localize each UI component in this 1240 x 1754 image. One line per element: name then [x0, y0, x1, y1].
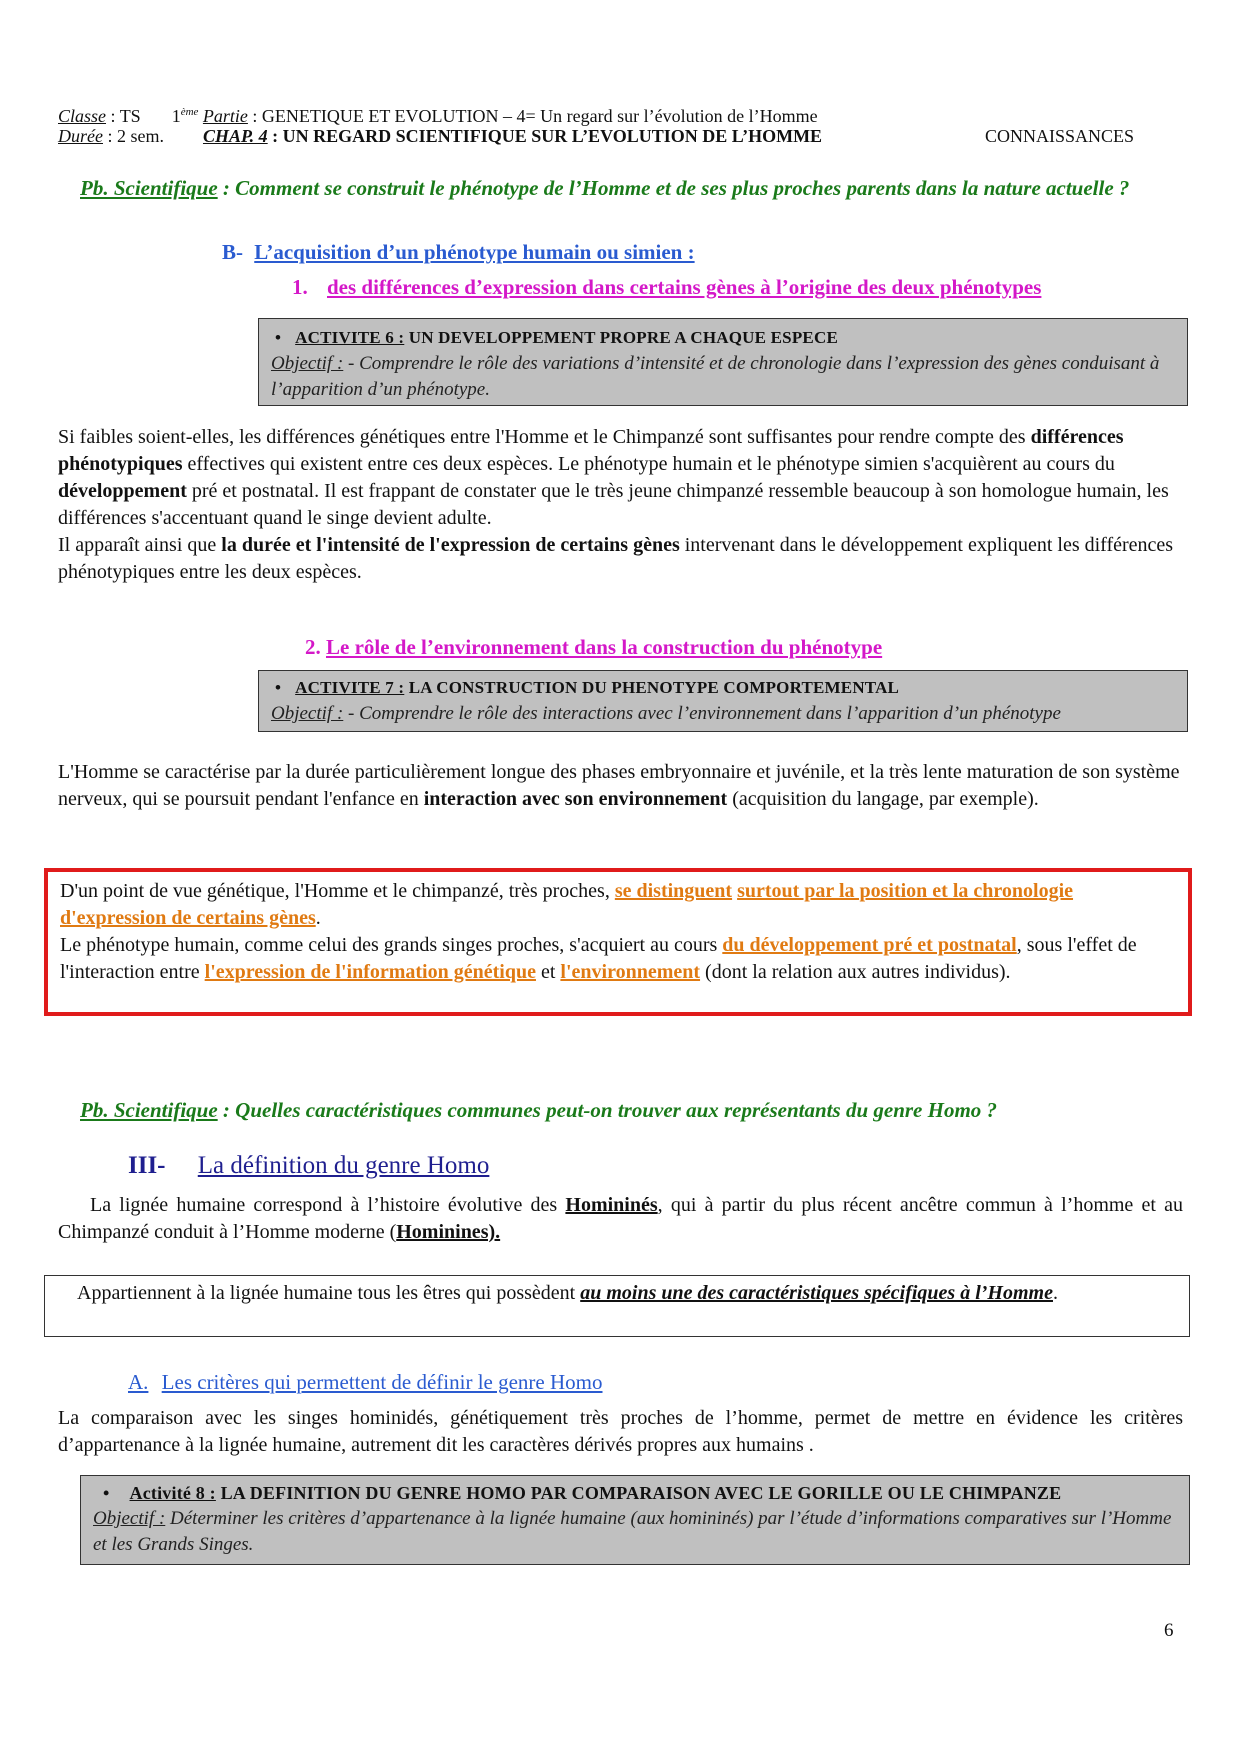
subsection-1-heading: [292, 275, 1041, 300]
subsection-1-title: des différences d’expression dans certains gènes à l’origine des deux phénotypes: [327, 275, 1042, 299]
connaissances-tag: CONNAISSANCES: [985, 126, 1135, 146]
objective-text: Déterminer les critères d’appartenance à la lignée humaine (aux homininés) par l’étude d’informations comparatives sur l’Homme et les Grands Singes.: [93, 1508, 1172, 1555]
activity-6-label: ACTIVITE 6 :: [295, 328, 405, 347]
definition-box: [44, 1275, 1190, 1337]
bold-text: développement: [58, 480, 187, 502]
subsection-2-number: 2.: [305, 635, 321, 659]
activity-8-label: Activité 8 :: [129, 1483, 216, 1503]
text: Appartiennent à la lignée humaine tous les êtres qui possèdent: [77, 1282, 581, 1304]
paragraph-criteria: La comparaison avec les singes hominidés, génétiquement très proches de l’homme, permet de mettre en évidence les critères d’appartenance à la lignée humaine, autrement dit les caractères dérivés propres aux humains .: [58, 1407, 1183, 1456]
scientific-problem-2: [80, 1097, 1190, 1124]
text: .: [315, 907, 321, 929]
text: effectives qui existent entre ces deux espèces. Le phénotype humain et le phénotype simien s'acquièrent au cours du: [182, 453, 1115, 475]
activity-6-title: [271, 325, 1175, 351]
activity-8-heading: LA DEFINITION DU GENRE HOMO PAR COMPARAISON AVEC LE GORILLE OU LE CHIMPANZE: [215, 1483, 1062, 1503]
part-superscript: ème: [180, 106, 199, 118]
section-3-number: III-: [128, 1152, 166, 1179]
bullet: •: [275, 678, 282, 697]
pb-label: Pb. Scientifique: [80, 1098, 218, 1122]
activity-7-label: ACTIVITE 7 :: [295, 678, 405, 697]
chapter-title: : UN REGARD SCIENTIFIQUE SUR L’EVOLUTION DE L’HOMME: [267, 126, 823, 146]
part-number: 1: [171, 106, 181, 126]
section-b-title: L’acquisition d’un phénotype humain ou simien :: [254, 240, 695, 264]
subsection-2-title: Le rôle de l’environnement dans la construction du phénotype: [326, 635, 883, 659]
highlight-text: se distinguent: [614, 880, 733, 902]
activity-8-title: [93, 1480, 1177, 1506]
subsection-a-heading: [128, 1370, 603, 1395]
subsection-a-title: Les critères qui permettent de définir le genre Homo: [161, 1370, 603, 1394]
activity-7-box: [258, 670, 1188, 732]
bullet: •: [103, 1483, 110, 1503]
text: D'un point de vue génétique, l'Homme et le chimpanzé, très proches,: [60, 880, 615, 902]
part-text: : GENETIQUE ET EVOLUTION – 4= Un regard sur l’évolution de l’Homme: [247, 106, 818, 126]
pb-label: Pb. Scientifique: [80, 176, 218, 200]
subsection-1-number: 1.: [292, 275, 308, 299]
text: , qui à partir du plus récent ancêtre commun à l’homme et au Chimpanzé conduit à l’Homme moderne (: [58, 1194, 1184, 1243]
chapter-label: CHAP. 4: [202, 126, 268, 146]
activity-6-objective: [271, 351, 1175, 403]
section-b-prefix: B-: [222, 240, 243, 264]
objective-text: - Comprendre le rôle des interactions avec l’environnement dans l’apparition d’un phénotype: [343, 703, 1061, 724]
bold-text: Hominines).: [396, 1221, 501, 1243]
bold-text: interaction avec son environnement: [423, 788, 728, 810]
duration-label: Durée: [58, 126, 103, 146]
text: (acquisition du langage, par exemple).: [727, 788, 1039, 810]
text: La lignée humaine correspond à l’histoire évolutive des: [90, 1194, 566, 1216]
highlight-text: surtout par la position et la chronologie d'expression de certains gènes: [60, 880, 1074, 929]
objective-label: Objectif :: [271, 353, 344, 374]
pb-text: : Comment se construit le phénotype de l’Homme et de ses plus proches parents dans la nature actuelle ?: [217, 176, 1130, 200]
highlight-text: l'expression de l'information génétique: [204, 961, 536, 983]
scientific-problem-1: [58, 175, 1183, 202]
activity-7-heading: LA CONSTRUCTION DU PHENOTYPE COMPORTEMENTAL: [404, 678, 900, 697]
activity-8-objective: [93, 1506, 1177, 1558]
page-number: 6: [1164, 1620, 1174, 1641]
paragraph-human-lineage: [58, 1192, 1183, 1246]
summary-box: [44, 868, 1192, 1016]
bold-text: différences phénotypiques: [58, 426, 1124, 475]
duration-value: : 2 sem.: [102, 126, 164, 146]
paragraph-phenotype-differences: [58, 424, 1183, 586]
bold-text: Homininés: [565, 1194, 658, 1216]
highlight-text: du développement pré et postnatal: [722, 934, 1017, 956]
text: .: [1052, 1282, 1058, 1304]
bold-italic-text: au moins une des caractéristiques spécifiques à l’Homme: [580, 1282, 1053, 1304]
objective-label: Objectif :: [93, 1508, 166, 1529]
subsection-a-number: A.: [128, 1370, 149, 1394]
text: pré et postnatal. Il est frappant de constater que le très jeune chimpanzé ressemble beaucoup à son homologue humain, les différences s'accentuant quand le singe devient adulte.: [58, 480, 1169, 529]
text: Il apparaît ainsi que: [58, 534, 222, 556]
text: intervenant dans le développement expliquent les différences phénotypiques entre les deux espèces.: [58, 534, 1174, 583]
bullet: •: [275, 328, 282, 347]
bold-text: la durée et l'intensité de l'expression de certains gènes: [221, 534, 680, 556]
objective-text: - Comprendre le rôle des variations d’intensité et de chronologie dans l’expression des gènes conduisant à l’apparition d’un phénotype.: [271, 353, 1160, 400]
text: L'Homme se caractérise par la durée particulièrement longue des phases embryonnaire et juvénile, et la très lente maturation de son système nerveux, qui se poursuit pendant l'enfance en: [58, 761, 1180, 810]
objective-label: Objectif :: [271, 703, 344, 724]
text: Le phénotype humain, comme celui des grands singes proches, s'acquiert au cours: [60, 934, 723, 956]
text: et: [535, 961, 561, 983]
section-3-title: La définition du genre Homo: [197, 1152, 490, 1179]
section-3-heading: [128, 1152, 489, 1180]
text: , sous l'effet de l'interaction entre: [60, 934, 1137, 983]
activity-7-objective: [271, 701, 1175, 727]
pb-text: : Quelles caractéristiques communes peut-on trouver aux représentants du genre Homo ?: [217, 1098, 998, 1122]
class-label: Classe: [58, 106, 107, 126]
section-b-heading: [222, 240, 695, 265]
text: (dont la relation aux autres individus).: [700, 961, 1011, 983]
text: Si faibles soient-elles, les différences génétiques entre l'Homme et le Chimpanzé sont suffisantes pour rendre compte des: [58, 426, 1031, 448]
class-value: : TS: [106, 106, 141, 126]
subsection-2-heading: [305, 635, 882, 660]
activity-6-heading: UN DEVELOPPEMENT PROPRE A CHAQUE ESPECE: [404, 328, 838, 347]
activity-8-box: [80, 1475, 1190, 1565]
activity-6-box: [258, 318, 1188, 406]
highlight-text: l'environnement: [560, 961, 701, 983]
paragraph-environment: [58, 759, 1183, 813]
activity-7-title: [271, 675, 1175, 701]
part-label: Partie: [202, 106, 248, 126]
